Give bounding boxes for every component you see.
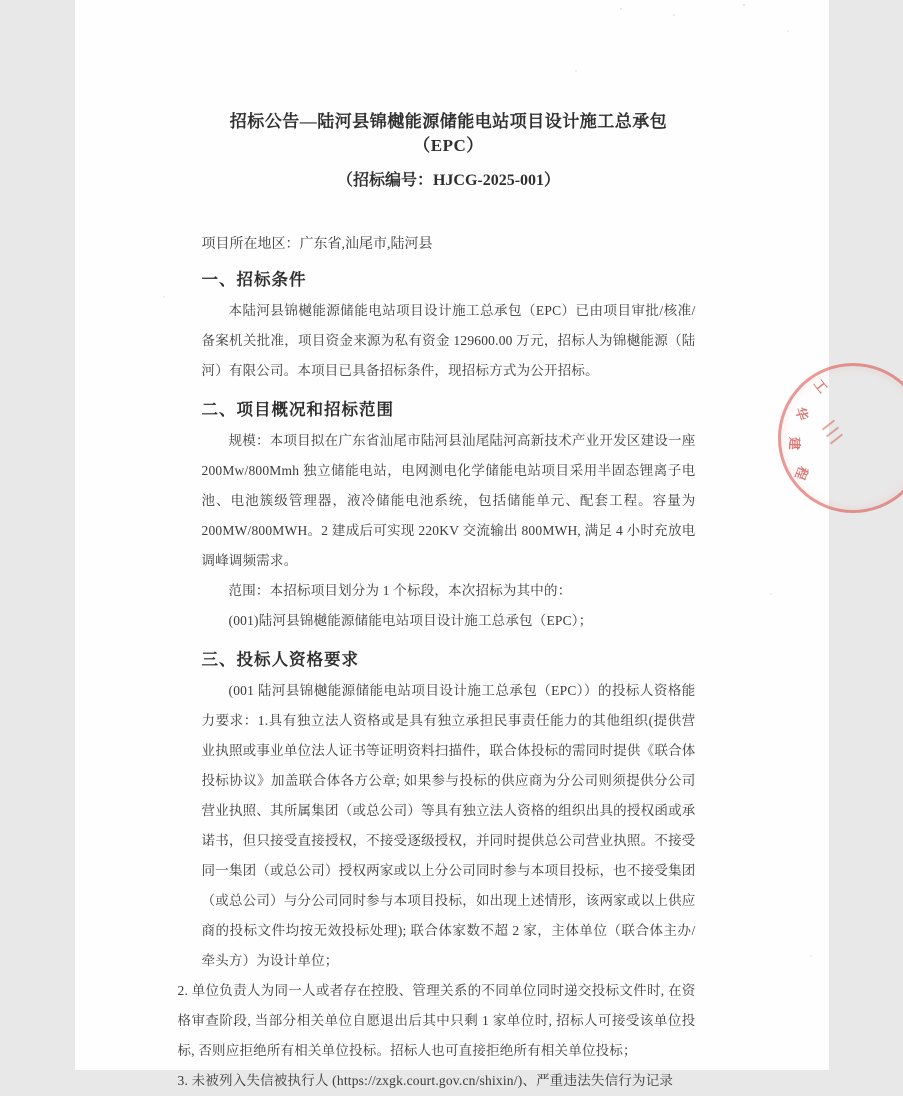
seal-character: 工 <box>810 375 833 397</box>
red-seal-stamp <box>778 363 903 513</box>
section-2-heading: 二、项目概况和招标范围 <box>202 397 696 423</box>
document-title: 招标公告—陆河县锦樾能源储能电站项目设计施工总承包（EPC） <box>202 110 696 158</box>
seal-character: 建 <box>785 437 804 451</box>
document-content <box>202 0 696 1096</box>
project-location-line: 项目所在地区：广东省,汕尾市,陆河县 <box>202 234 696 256</box>
tender-number: （招标编号：HJCG-2025-001） <box>202 170 696 192</box>
section-2-paragraph-lot-001: (001)陆河县锦樾能源储能电站项目设计施工总承包（EPC）； <box>202 606 696 636</box>
seal-mark <box>825 427 838 438</box>
section-3-paragraph-requirement-1: (001 陆河县锦樾能源储能电站项目设计施工总承包（EPC））的投标人资格能力要求：1.具有独立法人资格或是具有独立承担民事责任能力的其他组织(提供营业执照或事业单位法人证书等证明资料扫描件，联合体投标的需同时提供《联合体投标协议》加盖联合体各方公章; 如果参与投标的供应商为分公司则须提供分公司营业执照、其所属集团（或总公司）等具有独立法人资格的组织出具的授权函或承诺书，但只接受直接授权，不接受逐级授权，并同时提供总公司营业执照。不接受同一集团（或总公司）授权两家或以上分公司同时参与本项目投标，也不接受集团（或总公司）与分公司同时参与本项目投标，如出现上述情形，该两家或以上供应商的投标文件均按无效投标处理); 联合体家数不超 2 家，主体单位（联合体主办/牵头方）为设计单位； <box>202 676 696 976</box>
seal-mark <box>821 420 834 431</box>
document-page <box>75 0 829 1070</box>
section-3-paragraph-requirement-3: 3. 未被列入失信被执行人 (https://zxgk.court.gov.cn/shixin/)、严重违法失信行为记录 <box>178 1066 696 1096</box>
section-1-paragraph-1: 本陆河县锦樾能源储能电站项目设计施工总承包（EPC）已由项目审批/核准/备案机关批准，项目资金来源为私有资金 129600.00 万元，招标人为锦樾能源（陆河）有限公司。本项目已具备招标条件，现招标方式为公开招标。 <box>202 296 696 386</box>
section-3-heading: 三、投标人资格要求 <box>202 647 696 673</box>
section-3-paragraph-requirement-2: 2. 单位负责人为同一人或者存在控股、管理关系的不同单位同时递交投标文件时, 在资格审查阶段, 当部分相关单位自愿退出后其中只剩 1 家单位时, 招标人可接受该单位投标, 否则应拒绝所有相关单位投标。招标人也可直接拒绝所有相关单位投标； <box>178 976 696 1066</box>
section-2-paragraph-scale: 规模：本项目拟在广东省汕尾市陆河县汕尾陆河高新技术产业开发区建设一座 200Mw/800Mmh 独立储能电站，电网测电化学储能电站项目采用半固态锂离子电池、电池簇级管理器，液冷储能电池系统，包括储能单元、配套工程。容量为 200MW/800MWH。2 建成后可实现 220KV 交流输出 800MWH, 满足 4 小时充放电调峰调频需求。 <box>202 426 696 576</box>
section-2-paragraph-scope: 范围：本招标项目划分为 1 个标段，本次招标为其中的： <box>202 576 696 606</box>
scan-noise-specks <box>620 8 622 10</box>
seal-character: 程 <box>791 464 813 483</box>
seal-character: 华 <box>791 404 813 422</box>
section-1-heading: 一、招标条件 <box>202 267 696 293</box>
seal-mark <box>829 434 842 445</box>
